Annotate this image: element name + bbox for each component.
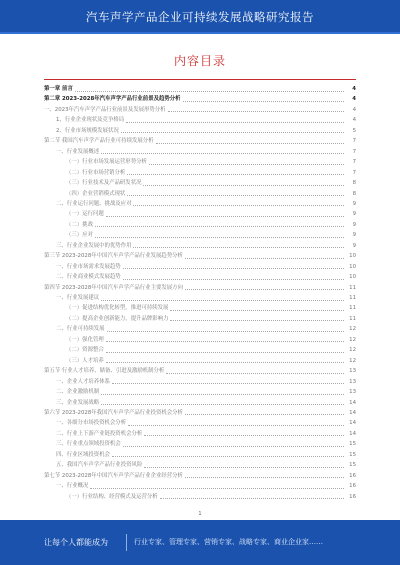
toc-entry[interactable] bbox=[44, 230, 356, 240]
toc-entry-text: 三、行业重点领域投资机会 bbox=[56, 441, 121, 448]
toc-entry-text: 四、行业区域投资机会 bbox=[56, 451, 110, 458]
toc-entry-page: 9 bbox=[352, 242, 356, 249]
toc-entry[interactable] bbox=[44, 272, 356, 282]
toc-entry-page: 14 bbox=[349, 430, 356, 437]
toc-entry[interactable] bbox=[44, 262, 356, 272]
toc-leader-dots bbox=[149, 164, 344, 165]
toc-leader-dots bbox=[183, 101, 344, 102]
toc-entry-text: 二、行业运行问题、挑战及应对 bbox=[56, 200, 132, 207]
toc-entry-text: （一）行业结构、经营模式及运营分析 bbox=[66, 493, 158, 500]
toc-entry[interactable] bbox=[44, 157, 356, 167]
toc-leader-dots bbox=[185, 477, 344, 478]
toc-entry-page: 16 bbox=[349, 493, 356, 500]
toc-entry-text: （一）强化管理 bbox=[66, 336, 104, 343]
toc-entry-text: 五、我国汽车声学产品行业投资风险 bbox=[56, 462, 143, 469]
toc-entry[interactable] bbox=[44, 136, 356, 146]
toc-entry-page: 16 bbox=[349, 483, 356, 490]
toc-entry-page: 11 bbox=[349, 305, 356, 312]
toc-entry[interactable] bbox=[44, 283, 356, 293]
toc-entry-page: 9 bbox=[352, 221, 356, 228]
toc-entry-text: 第二章 2023-2028年汽车声学产品行业前景及趋势分析 bbox=[44, 96, 181, 103]
toc-entry[interactable] bbox=[44, 293, 356, 303]
toc-entry-text: 第三节 2023-2028年中国汽车声学产品行业发展趋势分析 bbox=[44, 253, 183, 260]
toc-entry-page: 11 bbox=[349, 284, 356, 291]
toc-entry-text: （二）提高企业创新能力，提升品牌影响力 bbox=[66, 315, 169, 322]
toc-entry-text: 三、行业企业发展中的优势作用 bbox=[56, 242, 132, 249]
toc-leader-dots bbox=[101, 394, 344, 395]
toc-entry-page: 4 bbox=[352, 96, 356, 103]
toc-leader-dots bbox=[101, 404, 344, 405]
footer-tagline: 行业专家、管理专家、营销专家、战略专家、商业企业家…… bbox=[134, 538, 323, 546]
toc-leader-dots bbox=[90, 488, 344, 489]
toc-entry-page: 12 bbox=[349, 326, 356, 333]
toc-leader-dots bbox=[126, 122, 344, 123]
toc-entry-page: 10 bbox=[349, 253, 356, 260]
toc-entry-text: 第四节 2023-2028年中国汽车声学产品行业主要发展方向 bbox=[44, 284, 183, 291]
toc-entry-page: 10 bbox=[349, 274, 356, 281]
toc-leader-dots bbox=[133, 247, 344, 248]
toc-entry-text: 第五节 行业人才培养、储备、引进及激励机制分析 bbox=[44, 368, 165, 375]
footer-separator bbox=[126, 534, 127, 551]
toc-entry-page: 4 bbox=[352, 86, 356, 92]
toc-entry-text: 一、行业概况 bbox=[56, 483, 89, 490]
toc-leader-dots bbox=[143, 185, 344, 186]
toc-entry-page: 14 bbox=[349, 420, 356, 427]
toc-entry[interactable] bbox=[44, 105, 356, 115]
page-number: 1 bbox=[198, 511, 202, 517]
toc-entry[interactable] bbox=[44, 408, 356, 418]
toc-leader-dots bbox=[106, 352, 344, 353]
toc-entry-page: 5 bbox=[352, 127, 356, 134]
toc-leader-dots bbox=[106, 341, 344, 342]
toc-entry[interactable] bbox=[44, 303, 356, 313]
toc-entry-page: 7 bbox=[352, 138, 356, 145]
toc-entry[interactable] bbox=[44, 94, 356, 104]
toc-entry[interactable] bbox=[44, 481, 356, 491]
toc-entry-page: 13 bbox=[349, 378, 356, 385]
toc-leader-dots bbox=[101, 300, 344, 301]
toc-leader-dots bbox=[166, 373, 344, 374]
toc-entry-text: 一、各细分市场投资机会分析 bbox=[56, 420, 127, 427]
toc-entry-page: 15 bbox=[349, 451, 356, 458]
toc-leader-dots bbox=[123, 446, 344, 447]
toc-entry-text: （一）运行问题 bbox=[66, 211, 104, 218]
toc-entry[interactable] bbox=[44, 439, 356, 449]
toc-entry-page: 13 bbox=[349, 368, 356, 375]
toc-entry-page: 9 bbox=[352, 200, 356, 207]
toc-entry-page: 12 bbox=[349, 336, 356, 343]
toc-entry-text: 第七节 2023-2028年中国汽车声学产品行业企业经营分析 bbox=[44, 472, 183, 479]
toc-entry[interactable] bbox=[44, 356, 356, 366]
toc-leader-dots bbox=[127, 174, 344, 175]
toc-leader-dots bbox=[128, 425, 344, 426]
toc-leader-dots bbox=[133, 205, 344, 206]
toc-leader-dots bbox=[106, 362, 344, 363]
toc-heading: 内容目录 bbox=[173, 54, 226, 68]
table-of-contents bbox=[44, 84, 356, 504]
toc-entry[interactable] bbox=[44, 189, 356, 199]
toc-entry-text: 第二节 我国汽车声学产品行业可持续发展分析 bbox=[44, 138, 154, 145]
toc-entry-text: 一、行业发展概述 bbox=[56, 148, 100, 155]
toc-entry-text: 二、行业上下游产业链投资机会分析 bbox=[56, 430, 143, 437]
toc-leader-dots bbox=[121, 132, 344, 133]
toc-entry[interactable] bbox=[44, 251, 356, 261]
toc-entry-text: 第一章 前言 bbox=[44, 86, 73, 92]
toc-leader-dots bbox=[107, 331, 344, 332]
toc-entry-page: 7 bbox=[352, 169, 356, 176]
toc-entry[interactable] bbox=[44, 115, 356, 125]
toc-entry-page: 15 bbox=[349, 462, 356, 469]
toc-entry-page: 8 bbox=[352, 190, 356, 197]
toc-entry-text: 2、行业市场规模发展状况 bbox=[56, 127, 119, 134]
toc-entry-text: （三）行业技术及产品研发状况 bbox=[66, 180, 142, 187]
toc-entry-page: 14 bbox=[349, 409, 356, 416]
toc-leader-dots bbox=[168, 111, 344, 112]
toc-leader-dots bbox=[170, 320, 344, 321]
toc-entry[interactable] bbox=[44, 377, 356, 387]
toc-entry-page: 13 bbox=[349, 389, 356, 396]
toc-leader-dots bbox=[185, 289, 344, 290]
toc-entry-text: 一、企业人才培养体系 bbox=[56, 378, 110, 385]
toc-entry-page: 4 bbox=[352, 117, 356, 124]
footer-slogan: 让每个人都能成为 bbox=[44, 538, 108, 547]
header-divider bbox=[0, 32, 400, 34]
toc-entry-page: 7 bbox=[352, 159, 356, 166]
toc-entry[interactable] bbox=[44, 241, 356, 251]
toc-entry-page: 15 bbox=[349, 441, 356, 448]
header-banner bbox=[0, 0, 400, 34]
toc-entry[interactable] bbox=[44, 199, 356, 209]
footer-banner bbox=[0, 520, 400, 565]
toc-entry-text: 一、行业市场需求发展趋势 bbox=[56, 263, 121, 270]
toc-entry-text: （三）人才培养 bbox=[66, 357, 104, 364]
toc-leader-dots bbox=[75, 91, 344, 92]
toc-leader-dots bbox=[127, 195, 344, 196]
toc-entry-text: 二、行业可持续发展 bbox=[56, 326, 105, 333]
toc-entry-page: 4 bbox=[352, 106, 356, 113]
toc-entry[interactable] bbox=[44, 220, 356, 230]
toc-entry[interactable] bbox=[44, 84, 356, 94]
toc-leader-dots bbox=[156, 143, 344, 144]
toc-leader-dots bbox=[170, 310, 344, 311]
toc-entry-page: 11 bbox=[349, 295, 356, 301]
toc-entry-page: 11 bbox=[349, 315, 356, 322]
toc-entry[interactable] bbox=[44, 314, 356, 324]
toc-entry[interactable] bbox=[44, 387, 356, 397]
toc-entry-page: 14 bbox=[349, 399, 356, 406]
toc-entry-text: （四）企业营销模式现状 bbox=[66, 190, 126, 197]
toc-entry-text: （二）行业市场营销分析 bbox=[66, 169, 126, 176]
toc-leader-dots bbox=[144, 435, 344, 436]
toc-entry[interactable] bbox=[44, 398, 356, 408]
toc-entry-page: 12 bbox=[349, 357, 356, 364]
toc-leader-dots bbox=[106, 216, 344, 217]
toc-entry[interactable] bbox=[44, 324, 356, 334]
toc-leader-dots bbox=[144, 467, 344, 468]
toc-leader-dots bbox=[95, 237, 344, 238]
toc-entry[interactable] bbox=[44, 168, 356, 178]
toc-entry-text: 第六节 2023-2028年我国汽车声学产品行业投资机会分析 bbox=[44, 409, 183, 416]
toc-entry-text: （一）促进结构优化转型，推进可持续发展 bbox=[66, 305, 169, 312]
toc-leader-dots bbox=[123, 279, 344, 280]
toc-leader-dots bbox=[185, 258, 344, 259]
toc-entry[interactable] bbox=[44, 492, 356, 502]
toc-leader-dots bbox=[123, 268, 344, 269]
toc-entry-text: 1、行业企业现状及竞争格局 bbox=[56, 117, 125, 124]
toc-entry-page: 9 bbox=[352, 211, 356, 218]
toc-entry-text: 一、2023年汽车声学产品行业前景及发展形势分析 bbox=[44, 106, 166, 113]
toc-entry-text: 三、企业发展战略 bbox=[56, 399, 100, 406]
report-title: 汽车声学产品企业可持续发展战略研究报告 bbox=[86, 10, 314, 24]
toc-entry[interactable] bbox=[44, 450, 356, 460]
toc-entry[interactable] bbox=[44, 209, 356, 219]
toc-entry[interactable] bbox=[44, 366, 356, 376]
toc-entry-text: 二、行业商业模式发展趋势 bbox=[56, 274, 121, 281]
toc-entry-text: （二）挑战 bbox=[66, 221, 93, 228]
toc-entry[interactable] bbox=[44, 460, 356, 470]
toc-leader-dots bbox=[95, 226, 344, 227]
toc-divider bbox=[44, 79, 356, 80]
toc-leader-dots bbox=[101, 153, 344, 154]
toc-entry[interactable] bbox=[44, 429, 356, 439]
toc-entry[interactable] bbox=[44, 418, 356, 428]
toc-entry-text: 二、企业激励机制 bbox=[56, 389, 100, 396]
toc-entry-page: 16 bbox=[349, 472, 356, 479]
toc-entry[interactable] bbox=[44, 126, 356, 136]
toc-leader-dots bbox=[185, 414, 344, 415]
toc-entry[interactable] bbox=[44, 147, 356, 157]
toc-entry-text: 一、行业发展建议 bbox=[56, 295, 100, 301]
toc-entry[interactable] bbox=[44, 335, 356, 345]
toc-entry-page: 8 bbox=[352, 180, 356, 187]
toc-entry-page: 9 bbox=[352, 232, 356, 239]
toc-entry-text: （二）资源整合 bbox=[66, 347, 104, 354]
toc-entry[interactable] bbox=[44, 345, 356, 355]
toc-entry-page: 7 bbox=[352, 148, 356, 155]
toc-leader-dots bbox=[160, 498, 344, 499]
toc-entry-page: 12 bbox=[349, 347, 356, 354]
toc-entry[interactable] bbox=[44, 471, 356, 481]
toc-entry-text: （三）应对 bbox=[66, 232, 93, 239]
toc-entry-text: （一）行业市场发展运营形势分析 bbox=[66, 159, 147, 166]
toc-entry[interactable] bbox=[44, 178, 356, 188]
toc-entry-page: 10 bbox=[349, 263, 356, 270]
toc-leader-dots bbox=[112, 383, 344, 384]
toc-leader-dots bbox=[112, 456, 344, 457]
